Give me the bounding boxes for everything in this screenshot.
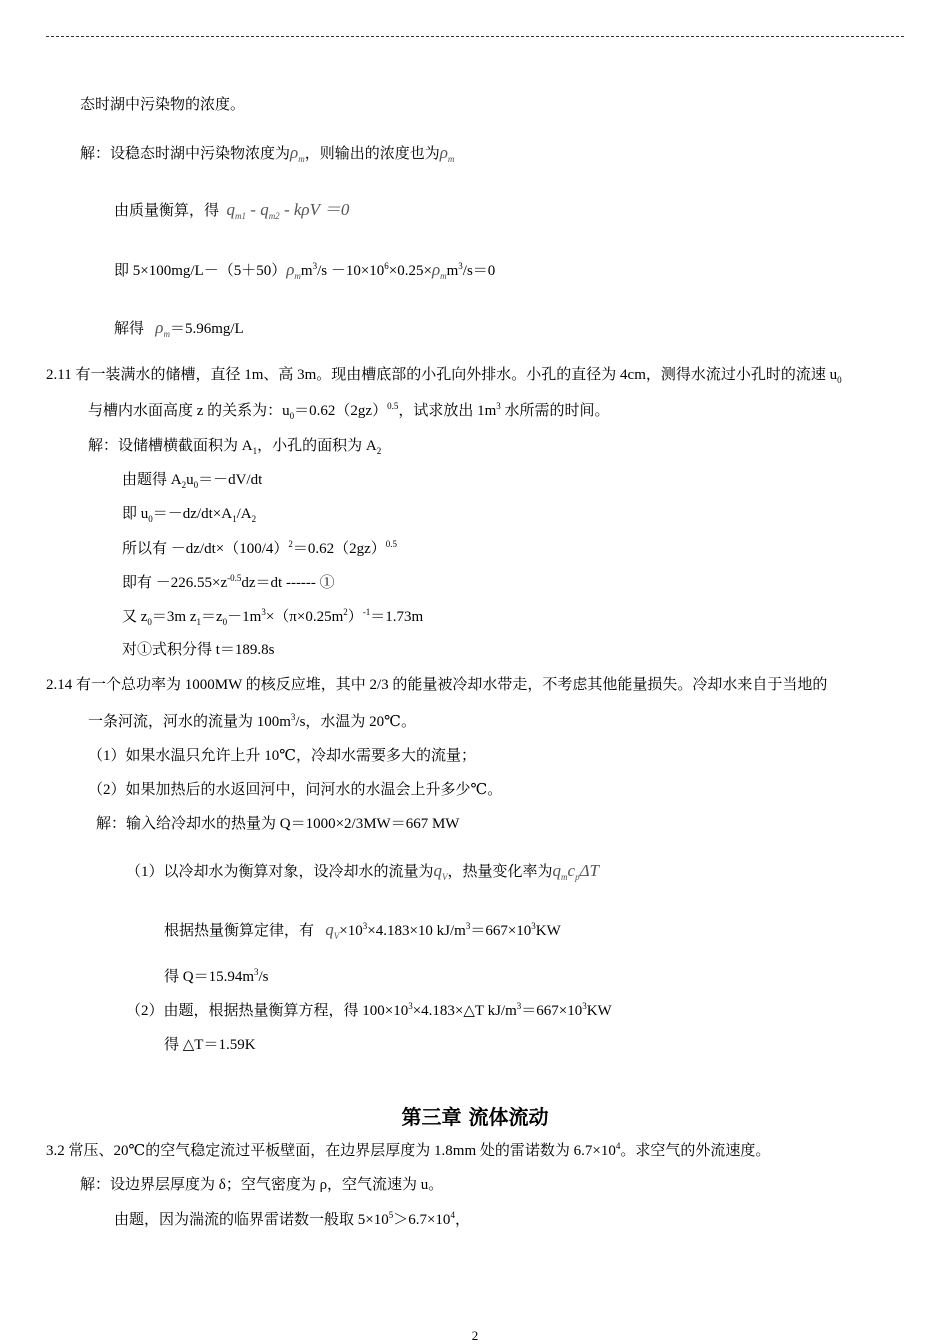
text-line: 对①式积分得 t＝189.8s	[122, 642, 275, 658]
text-line: （2）如果加热后的水返回河中，问河水的水温会上升多少℃。	[88, 782, 503, 798]
text-line: 由题得 $A_2u_0=-dV/dt$	[122, 472, 263, 490]
text-line: 态时湖中污染物的浓度。	[80, 97, 246, 113]
text-line: 得 △T＝1.59K	[164, 1037, 256, 1053]
text-line: 由题，因为湍流的临界雷诺数一般取 $5\times 10^5>6.7\times 10^4$，	[114, 1210, 470, 1228]
text-line: 解：设储槽横截面积为 $A_1$，小孔的面积为 $A_2$	[88, 438, 382, 456]
problem-3-2: 3.2 常压、20℃的空气稳定流过平板壁面，在边界层厚度为 1.8mm 处的雷诺数为 $6.7\times 10^4$。求空气的外流速度。	[46, 1141, 771, 1159]
text-line: 所以有 $-dz/dt\times(100/4)^2=0.62(2gz)^{0.5}$	[122, 539, 398, 557]
text-line: 与槽内水面高度 z 的关系为：$u_0=0.62(2gz)^{0.5}$，试求放出 $1m^3$ 水所需的时间。	[88, 401, 610, 421]
text-line: 得 $Q=15.94m^3/s$	[164, 967, 269, 985]
text-line: 即 $5\times 100mg/L-(5+50)\rho_mm^3/s -10\times 10^6\times 0.25\times\rho_mm^3/s=0$	[114, 260, 496, 281]
text-line: 解：设边界层厚度为 δ；空气密度为 ρ，空气流速为 u。	[80, 1177, 444, 1193]
problem-2-14: 2.14 有一个总功率为 1000MW 的核反应堆，其中 2/3 的能量被冷却水带走，不考虑其他能量损失。冷却水来自于当地的	[46, 677, 828, 693]
text-line: （2）由题，根据热量衡算方程，得 $100\times 10^3\times 4.183\times\triangle T$ $kJ/m^3=667\times 10^3KW$	[126, 1001, 612, 1019]
text-line: 又 $z_0=3m$ $z_1=z_0-1m^3\times(\pi\times 0.25m^2)^{-1}=1.73m$	[122, 607, 424, 627]
text-line: 一条河流，河水的流量为 $100m^3/s$，水温为 20℃。	[88, 712, 416, 730]
problem-2-11: 2.11 有一装满水的储槽，直径 1m、高 3m。现由槽底部的小孔向外排水。小孔的直径为 4cm，测得水流过小孔时的流速 $u_0$	[46, 367, 842, 385]
text-line: 根据热量衡算定律，有 $q_V\times 10^3\times 4.183\times 10$ $kJ/m^3=667\times 10^3KW$	[164, 920, 561, 941]
text-line: （1）以冷却水为衡算对象，设冷却水的流量为$q_V$，热量变化率为$q_mc_p\Delta T$	[126, 861, 600, 882]
text-line: 即有 $-226.55\times z^{-0.5}dz=dt$ ------ ①	[122, 573, 335, 591]
header-dashed-rule	[46, 36, 904, 37]
text-line: 即 $u_0=-dz/dt\times A_1/A_2$	[122, 506, 257, 524]
page-number: 2	[471, 1328, 479, 1343]
chapter-title: 第三章 流体流动	[401, 1105, 549, 1129]
text-line: 解：输入给冷却水的热量为 Q＝1000×2/3MW＝667 MW	[96, 816, 460, 832]
text-line: （1）如果水温只允许上升 10℃，冷却水需要多大的流量；	[88, 748, 477, 764]
mass-balance-equation: 由质量衡算，得 $q_{m1} - q_{m2} - k\rho V =0$	[114, 200, 350, 221]
text-line: 解：设稳态时湖中污染物浓度为$\rho_m$，则输出的浓度也为$\rho_m$	[80, 143, 455, 164]
text-line: 解得 $\rho_m=5.96mg/L$	[114, 318, 244, 339]
